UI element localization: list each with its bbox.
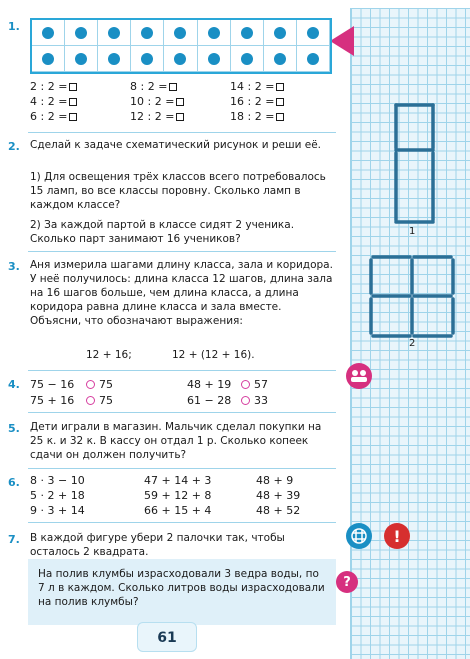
- dot-cell: [65, 20, 98, 46]
- matchstick-figures: [351, 8, 470, 659]
- compare-circle[interactable]: [86, 380, 95, 389]
- expression: 47 + 14 + 3: [144, 474, 212, 487]
- dot-cell: [131, 20, 164, 46]
- exercise-3-expression-2: 12 + (12 + 16).: [172, 349, 255, 361]
- figure-1-label: 1: [409, 226, 416, 237]
- pair-work-icon: [346, 363, 372, 389]
- expression: 48 + 9: [256, 474, 294, 487]
- expression: 9 · 3 + 14: [30, 504, 85, 517]
- equation-text: 4 : 2 =: [30, 95, 68, 108]
- dot: [241, 27, 253, 39]
- compare-circle[interactable]: [241, 396, 250, 405]
- answer-box[interactable]: [276, 113, 284, 121]
- exercise-3-expression-1: 12 + 16;: [86, 349, 132, 361]
- divider: [28, 251, 336, 252]
- compare-circle[interactable]: [86, 396, 95, 405]
- expression-row: [30, 489, 330, 504]
- dot-cell: [264, 46, 297, 72]
- divider: [28, 412, 336, 413]
- expression-row: [30, 474, 330, 489]
- equation: [30, 110, 130, 124]
- expression: 48 + 19: [187, 377, 232, 391]
- exercise-2-number: 2.: [8, 140, 20, 153]
- expression: 48 + 39: [256, 489, 301, 502]
- figure-2-label: 2: [409, 338, 416, 349]
- dot-cell: [297, 46, 330, 72]
- dot: [141, 27, 153, 39]
- dot: [174, 53, 186, 65]
- equation-text: 2 : 2 =: [30, 80, 68, 93]
- dot-cell: [164, 46, 197, 72]
- expression: 59 + 12 + 8: [144, 489, 212, 502]
- answer-box[interactable]: [69, 113, 77, 121]
- answer-box[interactable]: [176, 113, 184, 121]
- dots-grid: [30, 18, 332, 74]
- expression-row: [30, 504, 330, 519]
- equation: [30, 80, 130, 94]
- figure-1: [396, 105, 433, 222]
- expression: 75: [99, 377, 113, 391]
- dot: [241, 53, 253, 65]
- dot: [307, 27, 319, 39]
- equation: [30, 95, 130, 109]
- answer-box[interactable]: [176, 98, 184, 106]
- expression-rows: [30, 474, 330, 519]
- divider: [28, 522, 336, 523]
- exercise-4-number: 4.: [8, 378, 20, 391]
- dot-cell: [98, 20, 131, 46]
- expression: 61 − 28: [187, 393, 232, 407]
- expression: 57: [254, 377, 268, 391]
- divider: [28, 370, 336, 371]
- dot: [108, 27, 120, 39]
- dot-cell: [231, 20, 264, 46]
- equation: [130, 110, 230, 124]
- dot: [307, 53, 319, 65]
- answer-box[interactable]: [169, 83, 177, 91]
- expression: 48 + 52: [256, 504, 301, 517]
- divider: [28, 468, 336, 469]
- page-number: 61: [137, 622, 197, 652]
- exercise-5-text: Дети играли в магазин. Мальчик сделал покупки на 25 к. и 32 к. В кассу он отдал 1 р. Сколько копеек сдачи он должен получить?: [30, 421, 322, 461]
- dot: [274, 27, 286, 39]
- dot-cell: [65, 46, 98, 72]
- answer-box[interactable]: [276, 98, 284, 106]
- exercise-6-number: 6.: [8, 476, 20, 489]
- equation: [130, 95, 230, 109]
- extra-task-text: На полив клумбы израсходовали 3 ведра воды, по 7 л в каждом. Сколько литров воды израсходовали на полив клумбы?: [38, 568, 325, 608]
- dot: [75, 27, 87, 39]
- expression: 5 · 2 + 18: [30, 489, 85, 502]
- equation-text: 6 : 2 =: [30, 110, 68, 123]
- attention-icon: !: [384, 523, 410, 549]
- equation-text: 8 : 2 =: [130, 80, 168, 93]
- dot: [108, 53, 120, 65]
- exercise-7-text: В каждой фигуре убери 2 палочки так, чтобы осталось 2 квадрата.: [30, 532, 285, 558]
- equation-text: 18 : 2 =: [230, 110, 275, 123]
- extra-task-box: [28, 559, 336, 625]
- divider: [28, 132, 336, 133]
- dot: [141, 53, 153, 65]
- dot-cell: [297, 20, 330, 46]
- dot-cell: [198, 20, 231, 46]
- answer-box[interactable]: [69, 83, 77, 91]
- exercise-5-number: 5.: [8, 422, 20, 435]
- expression: 75 + 16: [30, 393, 75, 407]
- equation: [230, 110, 330, 124]
- expression: 33: [254, 393, 268, 407]
- dot: [208, 53, 220, 65]
- dot: [42, 53, 54, 65]
- graph-paper-panel: [350, 8, 470, 659]
- expression: 66 + 15 + 4: [144, 504, 212, 517]
- exercise-column: [8, 8, 344, 636]
- equation: [130, 80, 230, 94]
- answer-box[interactable]: [69, 98, 77, 106]
- dot: [75, 53, 87, 65]
- dot-cell: [264, 20, 297, 46]
- dot-cell: [198, 46, 231, 72]
- dot-cell: [164, 20, 197, 46]
- dot: [42, 27, 54, 39]
- exercise-2-problem-2: 2) За каждой партой в классе сидят 2 ученика. Сколько парт занимают 16 учеников?: [30, 219, 295, 245]
- dot-cell: [131, 46, 164, 72]
- exercise-3-number: 3.: [8, 260, 20, 273]
- exercise-1-number: 1.: [8, 20, 20, 33]
- expression: 75 − 16: [30, 377, 75, 391]
- equation-text: 10 : 2 =: [130, 95, 175, 108]
- division-equations: [30, 80, 330, 124]
- dot: [274, 53, 286, 65]
- figure-2: [371, 257, 453, 336]
- equation-text: 14 : 2 =: [230, 80, 275, 93]
- answer-box[interactable]: [276, 83, 284, 91]
- dot: [174, 27, 186, 39]
- dot-cell: [231, 46, 264, 72]
- comparison-row: [30, 392, 330, 408]
- equation: [230, 80, 330, 94]
- comparison-rows: [30, 376, 330, 408]
- equation-text: 12 : 2 =: [130, 110, 175, 123]
- exercise-2-problem-1: 1) Для освещения трёх классов всего потребовалось 15 ламп, во все классы поровну. Сколько ламп в каждом классе?: [30, 171, 326, 211]
- expression: 8 · 3 − 10: [30, 474, 85, 487]
- comparison-row: [30, 376, 330, 392]
- exercise-2-intro: Сделай к задаче схематический рисунок и реши её.: [30, 139, 322, 151]
- grid-task-icon: [346, 523, 372, 549]
- dot-cell: [32, 46, 65, 72]
- exercise-7-number: 7.: [8, 533, 20, 546]
- equation-text: 16 : 2 =: [230, 95, 275, 108]
- dot-cell: [32, 20, 65, 46]
- dot: [208, 27, 220, 39]
- exercise-3-text: Аня измерила шагами длину класса, зала и коридора. У неё получилось: длина класса 12 шагов, длина зала на 16 шагов больше, чем длина класса, а длина коридора равна длине класса и зала вместе. Объясни, что обозначают выражения:: [30, 259, 333, 327]
- dot-cell: [98, 46, 131, 72]
- compare-circle[interactable]: [241, 380, 250, 389]
- equation: [230, 95, 330, 109]
- question-icon: ?: [336, 571, 358, 593]
- expression: 75: [99, 393, 113, 407]
